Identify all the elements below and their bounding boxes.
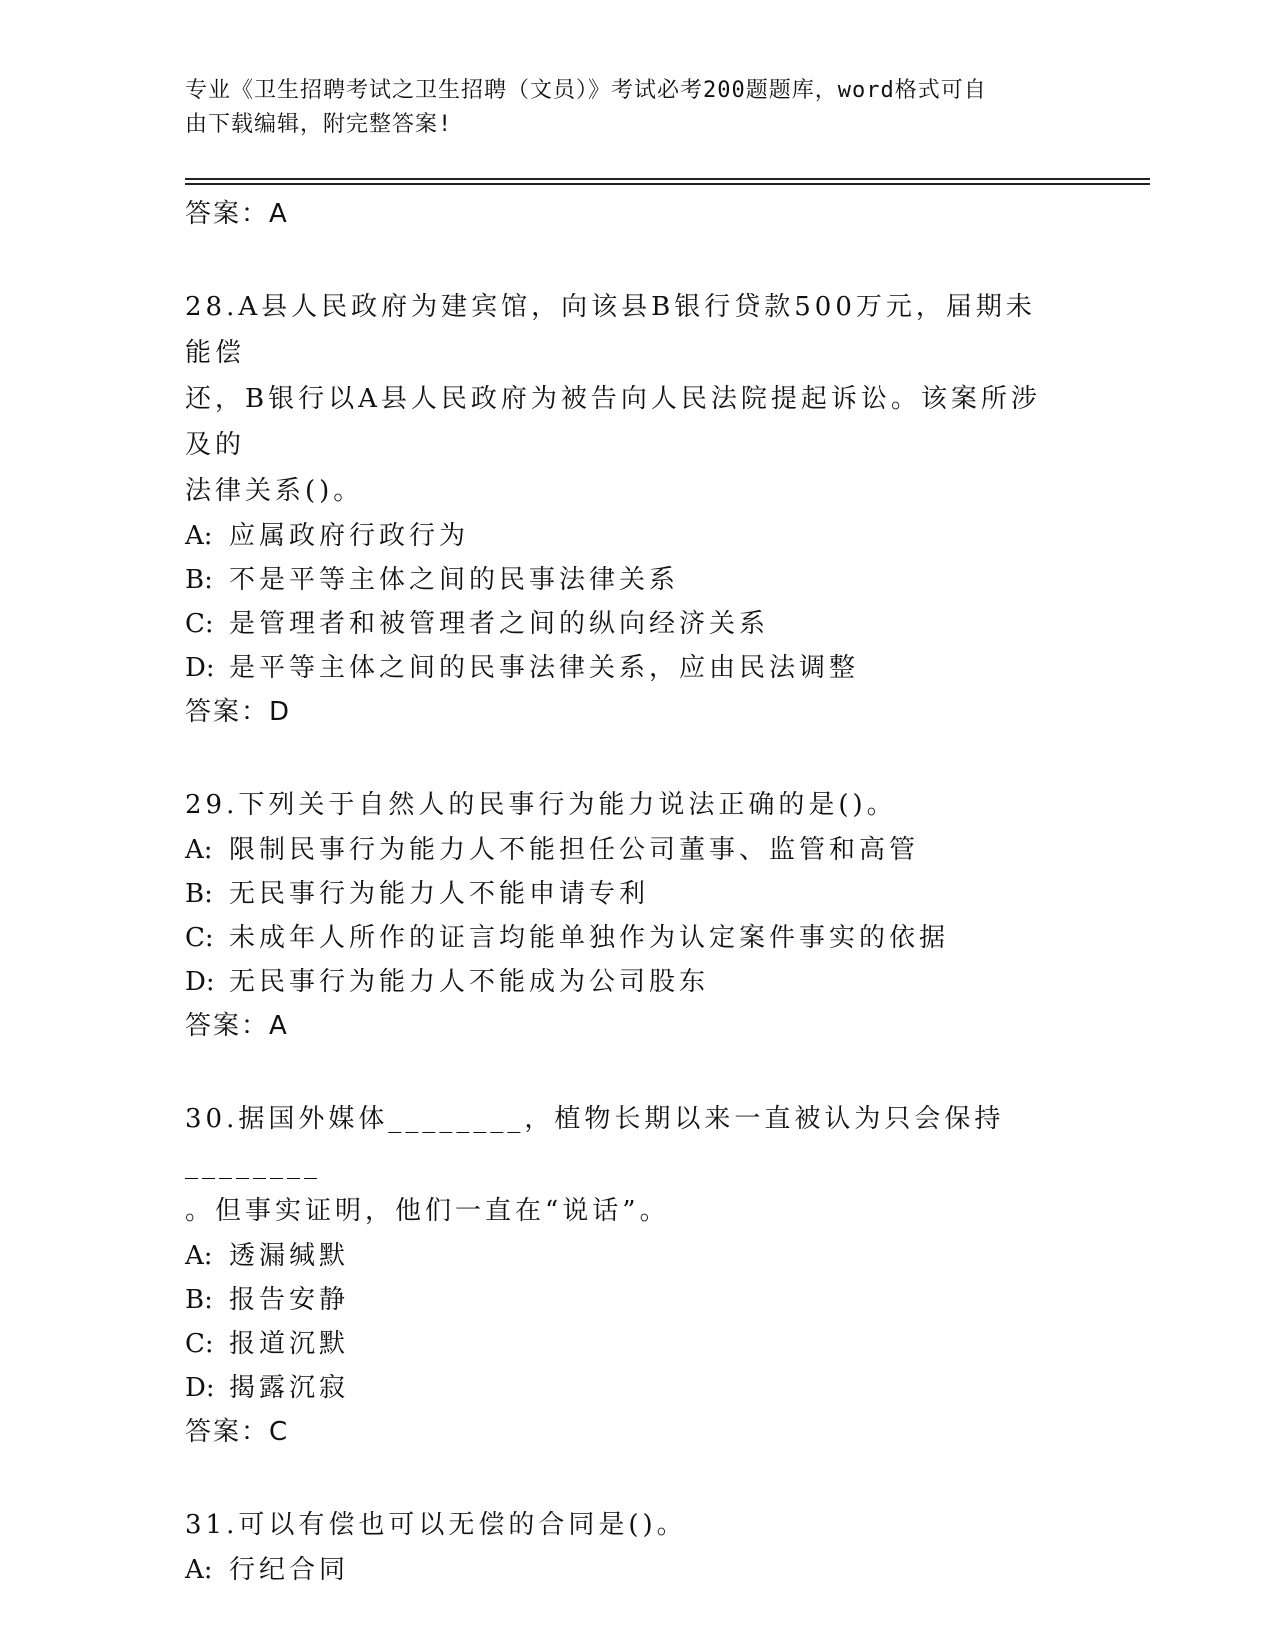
header-rule-top — [185, 178, 1150, 180]
answer: 答案：A — [185, 1011, 289, 1041]
option-key: C: — [185, 1329, 214, 1359]
option-key: B: — [185, 565, 213, 595]
option-c — [185, 916, 1085, 960]
option-text: 报道沉默 — [229, 1329, 350, 1359]
header-rule-bottom — [185, 183, 1150, 185]
question-text-line: 30.据国外媒体________，植物长期以来一直被认为只会保持________ — [185, 1104, 1005, 1180]
option-text: 透漏缄默 — [229, 1241, 350, 1271]
header-line-1: 专业《卫生招聘考试之卫生招聘（文员）》考试必考200题题库，word格式可自 — [185, 78, 987, 103]
option-b — [185, 1278, 1085, 1322]
question-text-line: 31.可以有偿也可以无偿的合同是()。 — [185, 1510, 687, 1540]
document-header — [185, 74, 1065, 142]
question-31 — [185, 1502, 1085, 1592]
option-d — [185, 646, 1085, 690]
option-d — [185, 960, 1085, 1004]
option-key: D: — [185, 1373, 215, 1403]
option-key: B: — [185, 1285, 213, 1315]
question-text-line: 28.A县人民政府为建宾馆，向该县B银行贷款500万元，届期未能偿 — [185, 292, 1036, 368]
option-key: A: — [185, 521, 213, 551]
option-key: C: — [185, 923, 214, 953]
option-b — [185, 558, 1085, 602]
option-key: D: — [185, 653, 215, 683]
question-text-line: 29.下列关于自然人的民事行为能力说法正确的是()。 — [185, 790, 897, 820]
header-line-2: 由下载编辑，附完整答案! — [185, 112, 453, 137]
option-text: 应属政府行政行为 — [229, 521, 470, 551]
answer: 答案：C — [185, 1417, 290, 1447]
option-a — [185, 1234, 1085, 1278]
option-d — [185, 1366, 1085, 1410]
option-a — [185, 828, 1085, 872]
question-29 — [185, 782, 1085, 1048]
option-c — [185, 1322, 1085, 1366]
option-key: A: — [185, 1555, 213, 1585]
option-c — [185, 602, 1085, 646]
option-text: 无民事行为能力人不能申请专利 — [229, 879, 650, 909]
option-text: 是管理者和被管理者之间的纵向经济关系 — [229, 609, 770, 639]
option-key: C: — [185, 609, 214, 639]
question-text-line: 法律关系()。 — [185, 476, 364, 506]
question-text-line: 还，B银行以A县人民政府为被告向人民法院提起诉讼。该案所涉及的 — [185, 384, 1041, 460]
question-text-line: 。但事实证明，他们一直在“说话”。 — [185, 1196, 670, 1226]
option-key: B: — [185, 879, 213, 909]
option-a — [185, 514, 1085, 558]
option-text: 揭露沉寂 — [229, 1373, 350, 1403]
option-key: A: — [185, 1241, 213, 1271]
option-key: A: — [185, 835, 213, 865]
option-b — [185, 872, 1085, 916]
option-text: 不是平等主体之间的民事法律关系 — [229, 565, 680, 595]
question-30 — [185, 1096, 1085, 1454]
answer: 答案：D — [185, 697, 292, 727]
option-a — [185, 1548, 1085, 1592]
option-text: 无民事行为能力人不能成为公司股东 — [229, 967, 710, 997]
document-body — [185, 192, 1085, 1592]
question-28 — [185, 284, 1085, 734]
option-text: 是平等主体之间的民事法律关系，应由民法调整 — [229, 653, 860, 683]
option-key: D: — [185, 967, 215, 997]
option-text: 未成年人所作的证言均能单独作为认定案件事实的依据 — [229, 923, 950, 953]
previous-answer: 答案：A — [185, 199, 289, 229]
option-text: 限制民事行为能力人不能担任公司董事、监管和高管 — [229, 835, 920, 865]
option-text: 行纪合同 — [229, 1555, 350, 1585]
option-text: 报告安静 — [229, 1285, 350, 1315]
